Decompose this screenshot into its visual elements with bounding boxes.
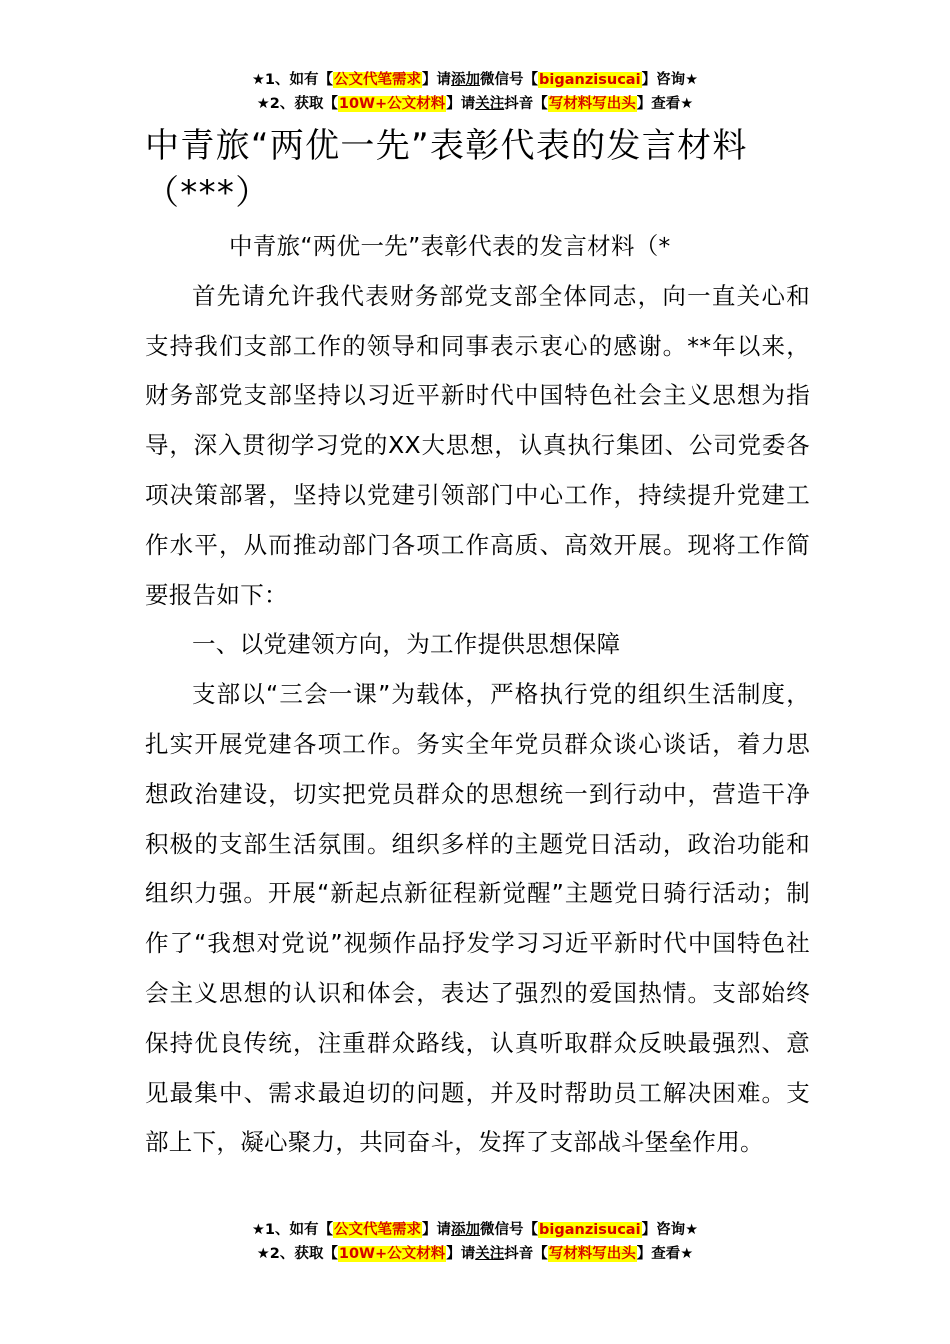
banner-douyin-name: 写材料写出头 xyxy=(548,1246,636,1262)
banner-line-2 xyxy=(0,92,950,116)
banner-line-2 xyxy=(0,1242,950,1266)
document-title xyxy=(145,123,825,217)
banner-line-1 xyxy=(0,68,950,92)
banner-text: ★1、如有【 xyxy=(251,72,334,88)
banner-text: 】请 xyxy=(422,1222,452,1238)
banner-douyin-name: 写材料写出头 xyxy=(548,96,636,112)
banner-underline: 添加 xyxy=(451,1222,481,1238)
body-paragraph: 首先请允许我代表财务部党支部全体同志，向一直关心和支持我们支部工作的领导和同事表示衷心的感谢。**年以来，财务部党支部坚持以习近平新时代中国特色社会主义思想为指导，深入贯彻学习党的XX大思想，认真执行集团、公司党委各项决策部署，坚持以党建引领部门中心工作，持续提升党建工作水平，从而推动部门各项工作高质、高效开展。现将工作简要报告如下： xyxy=(145,281,810,609)
banner-highlight: 公文代笔需求 xyxy=(334,1222,422,1238)
banner-text: 】请 xyxy=(422,72,452,88)
banner-text: 】查看★ xyxy=(636,1246,694,1262)
banner-text: 抖音【 xyxy=(504,96,548,112)
banner-text: 】请 xyxy=(446,1246,476,1262)
header-banner xyxy=(0,68,950,116)
banner-text: 微信号【 xyxy=(480,72,539,88)
body-paragraph: 支部以“三会一课”为载体，严格执行党的组织生活制度，扎实开展党建各项工作。务实全年党员群众谈心谈话，着力思想政治建设，切实把党员群众的思想统一到行动中，营造干净积极的支部生活氛围。组织多样的主题党日活动，政治功能和组织力强。开展“新起点新征程新觉醒”主题党日骑行活动；制作了“我想对党说”视频作品抒发学习习近平新时代中国特色社会主义思想的认识和体会，表达了强烈的爱国热情。支部始终保持优良传统，注重群众路线，认真听取群众反映最强烈、意见最集中、需求最迫切的问题，并及时帮助员工解决困难。支部上下，凝心聚力，共同奋斗，发挥了支部战斗堡垒作用。 xyxy=(145,680,810,1157)
banner-underline: 关注 xyxy=(475,1246,505,1262)
banner-line-1 xyxy=(0,1218,950,1242)
document-body xyxy=(145,222,810,1168)
footer-banner xyxy=(0,1218,950,1266)
title-line-2: （***） xyxy=(145,173,271,213)
banner-text: 抖音【 xyxy=(504,1246,548,1262)
document-subtitle: 中青旅“两优一先”表彰代表的发言材料（* xyxy=(229,232,671,260)
banner-highlight: 公文代笔需求 xyxy=(334,72,422,88)
banner-text: 微信号【 xyxy=(480,1222,539,1238)
banner-wechat-id: biganzisucai xyxy=(539,72,641,88)
banner-underline: 关注 xyxy=(475,96,505,112)
banner-text: ★2、获取【 xyxy=(256,96,338,112)
banner-highlight: 10W+公文材料 xyxy=(338,1246,446,1262)
banner-highlight: 10W+公文材料 xyxy=(338,96,446,112)
banner-text: 】咨询★ xyxy=(641,72,699,88)
banner-text: 】查看★ xyxy=(636,96,694,112)
banner-text: 】咨询★ xyxy=(641,1222,699,1238)
title-line-1: 中青旅“两优一先”表彰代表的发言材料 xyxy=(145,126,748,166)
banner-text: 】请 xyxy=(446,96,476,112)
banner-underline: 添加 xyxy=(451,72,481,88)
banner-text: ★2、获取【 xyxy=(256,1246,338,1262)
section-heading: 一、以党建领方向，为工作提供思想保障 xyxy=(192,630,621,659)
banner-wechat-id: biganzisucai xyxy=(539,1222,641,1238)
banner-text: ★1、如有【 xyxy=(251,1222,334,1238)
